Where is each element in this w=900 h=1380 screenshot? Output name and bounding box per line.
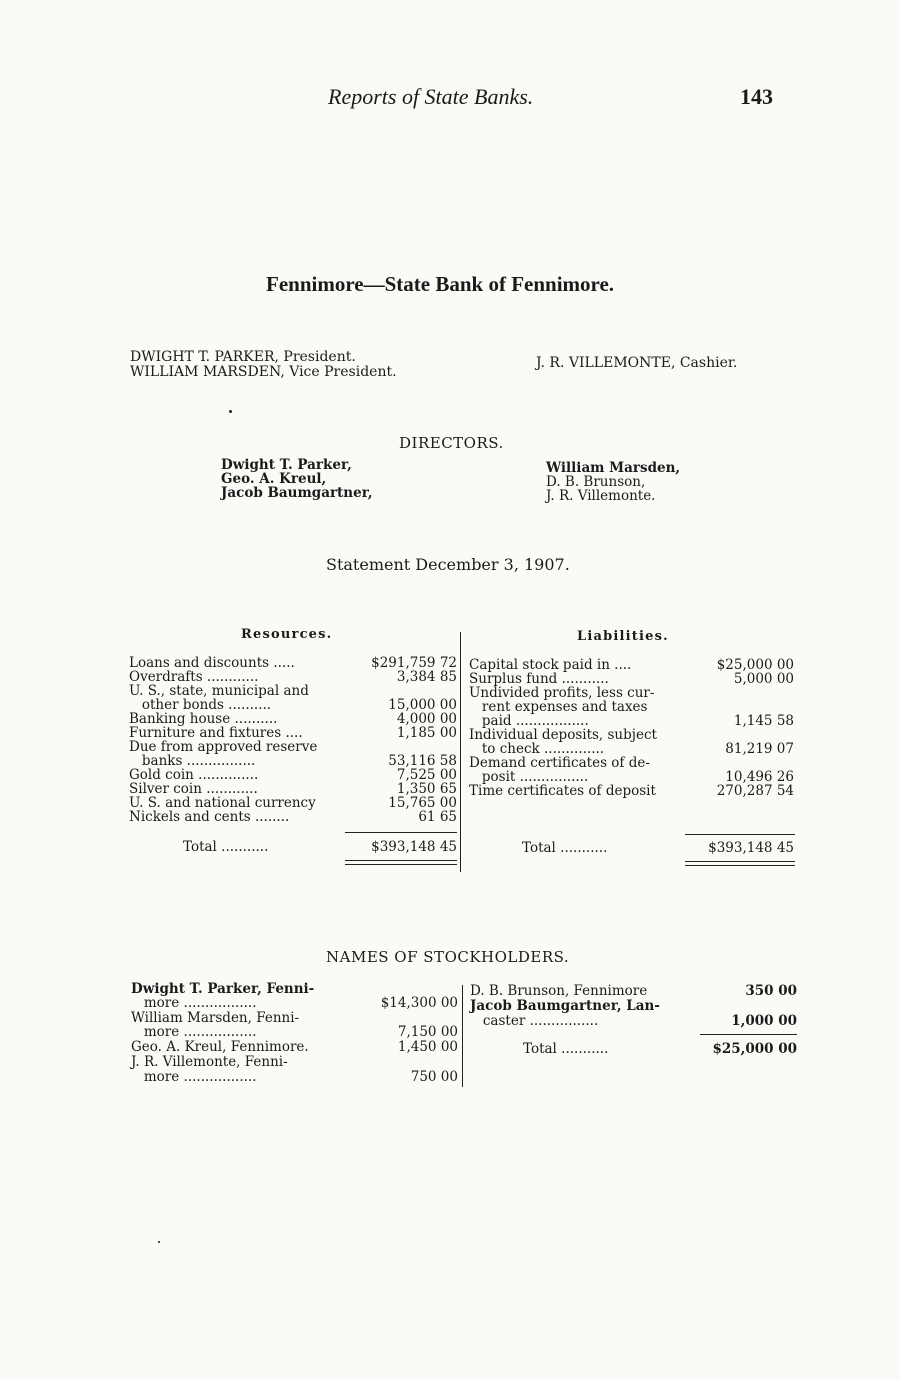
stray-mark bbox=[229, 410, 232, 413]
resource-row-label: other bonds .......... bbox=[129, 697, 272, 713]
directors-heading: DIRECTORS. bbox=[399, 434, 504, 452]
stockholder-right-amount: 1,000 00 bbox=[731, 1013, 797, 1029]
resource-row-label: Silver coin ............ bbox=[129, 781, 258, 797]
resource-row-label: Furniture and fixtures .... bbox=[129, 725, 303, 741]
liability-row-label: Individual deposits, subject bbox=[469, 727, 657, 743]
stockholder-left-amount: 1,450 00 bbox=[397, 1039, 458, 1055]
director-right-2: D. B. Brunson, bbox=[546, 474, 646, 490]
director-left-1: Dwight T. Parker, bbox=[221, 457, 352, 473]
officer-vice-president: WILLIAM MARSDEN, Vice President. bbox=[130, 364, 397, 380]
stockholder-left-label: Geo. A. Kreul, Fennimore. bbox=[131, 1039, 309, 1055]
resource-row-amount: 4,000 00 bbox=[396, 711, 457, 727]
resources-total-rule bbox=[345, 832, 457, 833]
liabilities-double-rule bbox=[685, 865, 795, 866]
stockholder-left-amount: 7,150 00 bbox=[397, 1024, 458, 1040]
stockholder-left-label: J. R. Villemonte, Fenni- bbox=[131, 1054, 288, 1070]
liability-row-amount: $25,000 00 bbox=[716, 657, 794, 673]
liability-row-amount: 10,496 26 bbox=[725, 769, 794, 785]
resource-row-label: Loans and discounts ..... bbox=[129, 655, 295, 671]
stockholders-total-amount: $25,000 00 bbox=[712, 1041, 797, 1057]
statement-heading: Statement December 3, 1907. bbox=[326, 555, 570, 574]
resource-row-amount: 3,384 85 bbox=[396, 669, 457, 685]
stockholders-divider bbox=[462, 985, 463, 1087]
resources-total-label: Total ........... bbox=[183, 839, 269, 855]
liability-row-label: to check .............. bbox=[469, 741, 605, 757]
page-number: 143 bbox=[740, 84, 773, 109]
resource-row-amount: $291,759 72 bbox=[371, 655, 457, 671]
officer-president: DWIGHT T. PARKER, President. bbox=[130, 349, 356, 365]
stockholder-left-label: more ................. bbox=[131, 1069, 257, 1085]
resource-row-amount: 53,116 58 bbox=[388, 753, 457, 769]
liabilities-double-rule bbox=[685, 861, 795, 862]
resource-row-label: Banking house .......... bbox=[129, 711, 278, 727]
resource-row-label: Nickels and cents ........ bbox=[129, 809, 290, 825]
liability-row-amount: 5,000 00 bbox=[733, 671, 794, 687]
resource-row-label: U. S. and national currency bbox=[129, 795, 316, 811]
resource-row-label: Due from approved reserve bbox=[129, 739, 318, 755]
resource-row-amount: 7,525 00 bbox=[396, 767, 457, 783]
stockholder-left-label: William Marsden, Fenni- bbox=[131, 1010, 300, 1026]
liability-row-label: Demand certificates of de- bbox=[469, 755, 650, 771]
stockholders-total-rule bbox=[700, 1034, 797, 1035]
statement-divider bbox=[460, 632, 461, 872]
liabilities-heading: Liabilities. bbox=[577, 629, 669, 644]
director-left-2: Geo. A. Kreul, bbox=[221, 471, 327, 487]
officer-cashier: J. R. VILLEMONTE, Cashier. bbox=[536, 355, 738, 371]
director-left-3: Jacob Baumgartner, bbox=[221, 485, 373, 501]
liabilities-total-rule bbox=[685, 834, 795, 835]
stockholder-right-label: caster ................ bbox=[470, 1013, 599, 1029]
stockholder-right-amount: 350 00 bbox=[745, 983, 797, 999]
director-right-1: William Marsden, bbox=[546, 460, 681, 476]
liability-row-label: Surplus fund ........... bbox=[469, 671, 609, 687]
bank-title: Fennimore—State Bank of Fennimore. bbox=[266, 272, 615, 296]
resource-row-amount: 15,000 00 bbox=[388, 697, 457, 713]
stockholder-right-label: D. B. Brunson, Fennimore bbox=[470, 983, 648, 999]
stockholder-left-label: more ................. bbox=[131, 1024, 257, 1040]
resource-row-label: U. S., state, municipal and bbox=[129, 683, 309, 699]
liabilities-total-label: Total ........... bbox=[522, 840, 608, 856]
resource-row-amount: 1,185 00 bbox=[396, 725, 457, 741]
resource-row-amount: 61 65 bbox=[418, 809, 457, 825]
resources-double-rule bbox=[345, 860, 457, 861]
resources-total-amount: $393,148 45 bbox=[371, 839, 457, 855]
liability-row-amount: 81,219 07 bbox=[725, 741, 794, 757]
director-right-3: J. R. Villemonte. bbox=[546, 488, 656, 504]
resource-row-label: Overdrafts ............ bbox=[129, 669, 259, 685]
liability-row-label: Capital stock paid in .... bbox=[469, 657, 632, 673]
stockholders-heading: NAMES OF STOCKHOLDERS. bbox=[326, 948, 570, 966]
stockholder-left-label: more ................. bbox=[131, 995, 257, 1011]
liability-row-label: posit ................ bbox=[469, 769, 589, 785]
stockholder-left-label: Dwight T. Parker, Fenni- bbox=[131, 981, 315, 997]
liability-row-label: Undivided profits, less cur- bbox=[469, 685, 655, 701]
stockholders-total-label: Total ........... bbox=[523, 1041, 609, 1057]
stray-mark bbox=[158, 1241, 160, 1243]
stockholder-right-label: Jacob Baumgartner, Lan- bbox=[470, 998, 660, 1014]
liability-row-label: paid ................. bbox=[469, 713, 589, 729]
stockholder-left-amount: $14,300 00 bbox=[380, 995, 458, 1011]
liability-row-label: Time certificates of deposit bbox=[469, 783, 656, 799]
resource-row-amount: 15,765 00 bbox=[388, 795, 457, 811]
liabilities-total-amount: $393,148 45 bbox=[708, 840, 794, 856]
resources-heading: Resources. bbox=[241, 627, 333, 642]
resource-row-label: Gold coin .............. bbox=[129, 767, 259, 783]
liability-row-label: rent expenses and taxes bbox=[469, 699, 648, 715]
running-head: Reports of State Banks. bbox=[328, 84, 534, 109]
liability-row-amount: 270,287 54 bbox=[716, 783, 794, 799]
stockholder-left-amount: 750 00 bbox=[410, 1069, 458, 1085]
liability-row-amount: 1,145 58 bbox=[733, 713, 794, 729]
resource-row-amount: 1,350 65 bbox=[396, 781, 457, 797]
resource-row-label: banks ................ bbox=[129, 753, 256, 769]
resources-double-rule bbox=[345, 864, 457, 865]
